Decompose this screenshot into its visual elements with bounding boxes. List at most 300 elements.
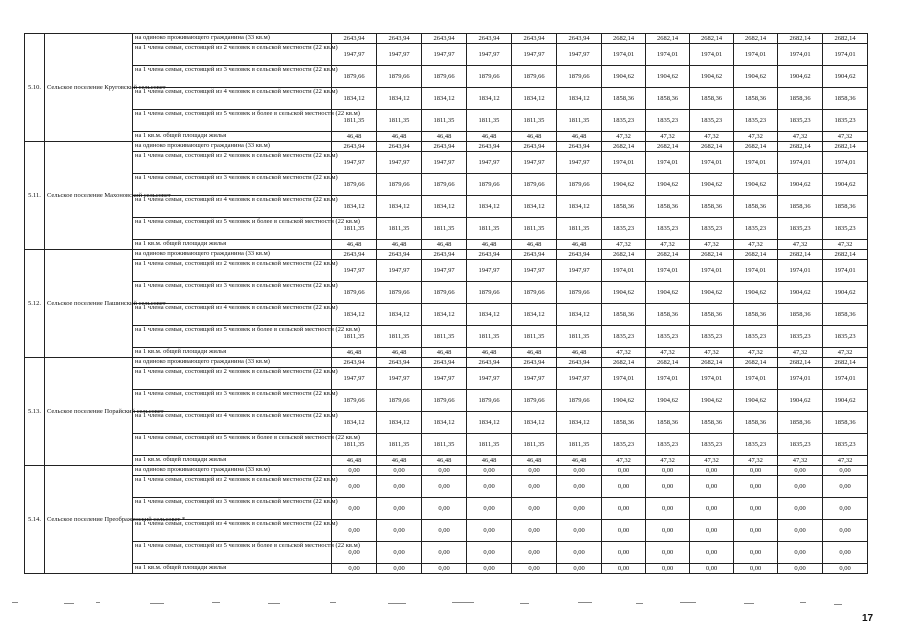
value-cell: 47,32 [690,348,734,358]
value-cell: 2643,94 [377,250,422,260]
table-row [25,88,868,110]
value-cell: 1879,66 [422,174,467,196]
value-cell: 0,00 [690,498,734,520]
value-cell: 1835,23 [646,434,690,456]
value-cell: 0,00 [778,564,823,574]
value-cell: 0,00 [734,476,778,498]
value-cell: 2643,94 [512,250,557,260]
value-cell: 0,00 [646,466,690,476]
value-cell: 1858,36 [602,196,646,218]
value-cell: 1904,62 [690,390,734,412]
category-label: на 1 члена семьи, состоящей из 2 человек в сельской местности (22 кв.м) [133,476,332,498]
value-cell: 0,00 [602,476,646,498]
value-cell: 1811,35 [422,218,467,240]
category-label: на 1 члена семьи, состоящей из 4 человек в сельской местности (22 кв.м) [133,520,332,542]
value-cell: 2682,14 [646,250,690,260]
value-cell: 1947,97 [512,44,557,66]
value-cell: 2643,94 [332,142,377,152]
value-cell: 1879,66 [512,66,557,88]
table-row [25,196,868,218]
value-cell: 0,00 [422,564,467,574]
value-cell: 0,00 [512,520,557,542]
value-cell: 46,48 [377,240,422,250]
value-cell: 1835,23 [823,326,868,348]
value-cell: 1879,66 [332,390,377,412]
value-cell: 1811,35 [557,434,602,456]
table-row [25,304,868,326]
category-label: на 1 кв.м. общей площади жилья [133,348,332,358]
value-cell: 1811,35 [377,326,422,348]
value-cell: 1947,97 [557,44,602,66]
value-cell: 1834,12 [422,304,467,326]
category-label: на 1 члена семьи, состоящей из 5 человек и более в сельской местности (22 кв.м) [133,110,332,132]
value-cell: 1835,23 [690,434,734,456]
value-cell: 1811,35 [332,218,377,240]
settlement-name: Сельское поселение Махоновский сельсовет [45,142,133,250]
value-cell: 1974,01 [778,152,823,174]
value-cell: 1811,35 [332,434,377,456]
category-label: на 1 члена семьи, состоящей из 2 человек в сельской местности (22 кв.м) [133,260,332,282]
value-cell: 1858,36 [823,88,868,110]
value-cell: 2643,94 [332,34,377,44]
category-label: на 1 члена семьи, состоящей из 3 человек в сельской местности (22 кв.м) [133,174,332,196]
value-cell: 1834,12 [467,304,512,326]
value-cell: 1974,01 [602,368,646,390]
value-cell: 1858,36 [690,88,734,110]
value-cell: 1834,12 [467,88,512,110]
value-cell: 2682,14 [778,142,823,152]
value-cell: 0,00 [823,476,868,498]
category-label: на одиноко проживающего гражданина (33 кв.м) [133,142,332,152]
value-cell: 1834,12 [512,196,557,218]
value-cell: 1974,01 [646,260,690,282]
value-cell: 47,32 [823,456,868,466]
value-cell: 1811,35 [422,110,467,132]
value-cell: 0,00 [467,466,512,476]
value-cell: 1974,01 [823,260,868,282]
value-cell: 2643,94 [422,142,467,152]
value-cell: 0,00 [602,564,646,574]
value-cell: 1879,66 [467,390,512,412]
value-cell: 1947,97 [422,368,467,390]
value-cell: 1834,12 [377,412,422,434]
section-code: 5.11. [25,142,45,250]
value-cell: 1858,36 [734,196,778,218]
document-page [24,33,867,574]
value-cell: 1947,97 [557,368,602,390]
value-cell: 0,00 [690,476,734,498]
value-cell: 1811,35 [512,326,557,348]
value-cell: 1879,66 [377,174,422,196]
value-cell: 0,00 [646,564,690,574]
value-cell: 1811,35 [377,218,422,240]
value-cell: 47,32 [690,132,734,142]
value-cell: 2643,94 [512,358,557,368]
value-cell: 1904,62 [646,174,690,196]
value-cell: 1947,97 [467,368,512,390]
value-cell: 0,00 [690,542,734,564]
value-cell: 46,48 [422,240,467,250]
value-cell: 0,00 [332,564,377,574]
table-row [25,218,868,240]
value-cell: 1811,35 [332,110,377,132]
value-cell: 1858,36 [778,304,823,326]
value-cell: 1858,36 [734,88,778,110]
value-cell: 2643,94 [377,34,422,44]
value-cell: 1904,62 [778,66,823,88]
value-cell: 2643,94 [467,34,512,44]
value-cell: 1904,62 [602,174,646,196]
value-cell: 0,00 [332,498,377,520]
value-cell: 46,48 [422,348,467,358]
value-cell: 1947,97 [512,260,557,282]
value-cell: 46,48 [467,456,512,466]
value-cell: 1858,36 [646,304,690,326]
value-cell: 0,00 [422,466,467,476]
value-cell: 1835,23 [823,110,868,132]
table-row [25,542,868,564]
value-cell: 1904,62 [734,390,778,412]
value-cell: 0,00 [646,542,690,564]
settlement-name: Сельское поселение Пашинский сельсовет [45,250,133,358]
value-cell: 0,00 [512,498,557,520]
value-cell: 0,00 [646,498,690,520]
value-cell: 0,00 [557,466,602,476]
table-row [25,456,868,466]
value-cell: 0,00 [823,466,868,476]
value-cell: 1879,66 [332,66,377,88]
value-cell: 1974,01 [690,260,734,282]
table-row [25,412,868,434]
value-cell: 0,00 [467,498,512,520]
value-cell: 2643,94 [332,358,377,368]
value-cell: 1834,12 [332,88,377,110]
value-cell: 0,00 [690,520,734,542]
value-cell: 1858,36 [734,412,778,434]
value-cell: 0,00 [690,564,734,574]
value-cell: 1904,62 [734,66,778,88]
value-cell: 1835,23 [778,218,823,240]
value-cell: 1947,97 [557,260,602,282]
category-label: на одиноко проживающего гражданина (33 кв.м) [133,466,332,476]
value-cell: 1974,01 [646,152,690,174]
value-cell: 1811,35 [467,434,512,456]
value-cell: 1858,36 [778,196,823,218]
value-cell: 1974,01 [823,44,868,66]
value-cell: 47,32 [778,456,823,466]
value-cell: 0,00 [646,476,690,498]
value-cell: 46,48 [422,456,467,466]
section-code: 5.14. [25,466,45,574]
value-cell: 0,00 [823,498,868,520]
value-cell: 1811,35 [512,110,557,132]
value-cell: 46,48 [467,348,512,358]
category-label: на одиноко проживающего гражданина (33 кв.м) [133,250,332,260]
value-cell: 47,32 [734,348,778,358]
value-cell: 0,00 [512,564,557,574]
value-cell: 47,32 [734,132,778,142]
value-cell: 47,32 [823,240,868,250]
table-row [25,250,868,260]
value-cell: 2682,14 [602,34,646,44]
value-cell: 2643,94 [422,34,467,44]
value-cell: 1974,01 [778,260,823,282]
value-cell: 1834,12 [332,412,377,434]
value-cell: 1811,35 [557,218,602,240]
value-cell: 46,48 [512,348,557,358]
value-cell: 0,00 [602,520,646,542]
scan-artifacts [0,600,905,614]
value-cell: 2643,94 [467,142,512,152]
value-cell: 2682,14 [734,250,778,260]
value-cell: 1858,36 [734,304,778,326]
category-label: на 1 члена семьи, состоящей из 3 человек в сельской местности (22 кв.м) [133,282,332,304]
value-cell: 0,00 [467,564,512,574]
value-cell: 1904,62 [734,174,778,196]
value-cell: 1947,97 [557,152,602,174]
value-cell: 1835,23 [823,218,868,240]
category-label: на 1 кв.м. общей площади жилья [133,456,332,466]
value-cell: 1974,01 [602,44,646,66]
value-cell: 2643,94 [467,250,512,260]
value-cell: 1858,36 [690,304,734,326]
value-cell: 46,48 [557,456,602,466]
value-cell: 46,48 [557,240,602,250]
table-row [25,142,868,152]
value-cell: 1879,66 [557,66,602,88]
table-row [25,476,868,498]
value-cell: 0,00 [422,520,467,542]
value-cell: 1835,23 [734,434,778,456]
value-cell: 1904,62 [690,174,734,196]
value-cell: 1879,66 [422,66,467,88]
value-cell: 2643,94 [512,34,557,44]
category-label: на одиноко проживающего гражданина (33 кв.м) [133,358,332,368]
value-cell: 1834,12 [377,196,422,218]
value-cell: 2643,94 [332,250,377,260]
value-cell: 1811,35 [557,110,602,132]
table-row [25,34,868,44]
value-cell: 1947,97 [332,368,377,390]
value-cell: 1811,35 [422,434,467,456]
value-cell: 46,48 [377,132,422,142]
value-cell: 1858,36 [602,304,646,326]
value-cell: 1879,66 [467,174,512,196]
table-row [25,348,868,358]
category-label: на 1 члена семьи, состоящей из 2 человек в сельской местности (22 кв.м) [133,44,332,66]
value-cell: 47,32 [646,132,690,142]
value-cell: 2682,14 [734,34,778,44]
value-cell: 1858,36 [646,88,690,110]
value-cell: 0,00 [734,520,778,542]
value-cell: 1974,01 [646,368,690,390]
value-cell: 0,00 [602,498,646,520]
category-label: на 1 члена семьи, состоящей из 4 человек в сельской местности (22 кв.м) [133,88,332,110]
value-cell: 1811,35 [467,110,512,132]
value-cell: 2643,94 [557,358,602,368]
value-cell: 2682,14 [778,250,823,260]
value-cell: 1835,23 [734,326,778,348]
value-cell: 1835,23 [602,326,646,348]
category-label: на 1 члена семьи, состоящей из 5 человек и более в сельской местности (22 кв.м) [133,326,332,348]
value-cell: 2682,14 [646,142,690,152]
value-cell: 0,00 [512,476,557,498]
settlement-name: Сельское поселение Порайский сельсовет [45,358,133,466]
value-cell: 1904,62 [823,66,868,88]
value-cell: 0,00 [557,498,602,520]
value-cell: 47,32 [778,348,823,358]
value-cell: 2643,94 [377,358,422,368]
value-cell: 1974,01 [778,368,823,390]
value-cell: 1834,12 [557,304,602,326]
value-cell: 0,00 [602,542,646,564]
value-cell: 1974,01 [823,152,868,174]
value-cell: 1835,23 [646,218,690,240]
value-cell: 47,32 [602,132,646,142]
value-cell: 1858,36 [602,88,646,110]
value-cell: 0,00 [512,466,557,476]
value-cell: 1974,01 [602,152,646,174]
value-cell: 47,32 [690,456,734,466]
value-cell: 47,32 [690,240,734,250]
value-cell: 0,00 [422,498,467,520]
value-cell: 0,00 [332,542,377,564]
value-cell: 2682,14 [602,358,646,368]
value-cell: 1834,12 [512,412,557,434]
value-cell: 1879,66 [512,390,557,412]
category-label: на 1 члена семьи, состоящей из 3 человек в сельской местности (22 кв.м) [133,498,332,520]
value-cell: 0,00 [467,476,512,498]
value-cell: 47,32 [734,240,778,250]
table-row [25,358,868,368]
value-cell: 1834,12 [332,196,377,218]
value-cell: 2682,14 [823,358,868,368]
value-cell: 1947,97 [377,368,422,390]
value-cell: 1947,97 [467,152,512,174]
value-cell: 1834,12 [467,196,512,218]
category-label: на 1 члена семьи, состоящей из 5 человек и более в сельской местности (22 кв.м) [133,434,332,456]
value-cell: 1858,36 [823,412,868,434]
value-cell: 1835,23 [778,434,823,456]
table-row [25,132,868,142]
section-code: 5.10. [25,34,45,142]
value-cell: 47,32 [602,456,646,466]
value-cell: 47,32 [823,348,868,358]
value-cell: 1858,36 [646,412,690,434]
value-cell: 1974,01 [690,44,734,66]
value-cell: 1858,36 [778,412,823,434]
value-cell: 1834,12 [422,412,467,434]
value-cell: 1811,35 [377,434,422,456]
value-cell: 1879,66 [557,282,602,304]
value-cell: 46,48 [422,132,467,142]
value-cell: 1947,97 [377,152,422,174]
value-cell: 1834,12 [512,88,557,110]
page-number: 17 [862,613,874,624]
value-cell: 1858,36 [690,196,734,218]
value-cell: 1879,66 [557,390,602,412]
value-cell: 1904,62 [602,390,646,412]
value-cell: 1904,62 [823,174,868,196]
value-cell: 1811,35 [512,218,557,240]
value-cell: 1904,62 [646,66,690,88]
value-cell: 0,00 [557,542,602,564]
value-cell: 1858,36 [823,304,868,326]
settlement-name: Сельское поселение Круговский сельсовет [45,34,133,142]
value-cell: 0,00 [557,564,602,574]
value-cell: 1834,12 [422,196,467,218]
value-cell: 2682,14 [823,34,868,44]
value-cell: 1879,66 [512,174,557,196]
value-cell: 1834,12 [557,196,602,218]
value-cell: 1858,36 [602,412,646,434]
category-label: на 1 члена семьи, состоящей из 4 человек в сельской местности (22 кв.м) [133,196,332,218]
value-cell: 1947,97 [377,260,422,282]
value-cell: 0,00 [557,476,602,498]
value-cell: 1947,97 [377,44,422,66]
category-label: на 1 члена семьи, состоящей из 4 человек в сельской местности (22 кв.м) [133,412,332,434]
value-cell: 1811,35 [467,218,512,240]
tariff-table [24,33,868,574]
value-cell: 0,00 [734,498,778,520]
value-cell: 1879,66 [512,282,557,304]
value-cell: 0,00 [778,520,823,542]
value-cell: 2682,14 [690,34,734,44]
value-cell: 1835,23 [690,110,734,132]
value-cell: 1834,12 [332,304,377,326]
value-cell: 1904,62 [602,282,646,304]
value-cell: 0,00 [778,476,823,498]
value-cell: 1947,97 [467,260,512,282]
section-code: 5.13. [25,358,45,466]
value-cell: 2682,14 [734,358,778,368]
value-cell: 1947,97 [422,152,467,174]
value-cell: 2682,14 [602,142,646,152]
value-cell: 2643,94 [557,142,602,152]
value-cell: 1835,23 [602,434,646,456]
value-cell: 0,00 [778,466,823,476]
value-cell: 1974,01 [734,152,778,174]
value-cell: 0,00 [377,498,422,520]
category-label: на 1 члена семьи, состоящей из 5 человек и более в сельской местности (22 кв.м) [133,542,332,564]
value-cell: 46,48 [467,240,512,250]
value-cell: 1835,23 [690,218,734,240]
value-cell: 2643,94 [512,142,557,152]
value-cell: 1835,23 [602,218,646,240]
value-cell: 0,00 [332,466,377,476]
value-cell: 1834,12 [422,88,467,110]
value-cell: 47,32 [646,240,690,250]
value-cell: 0,00 [467,542,512,564]
value-cell: 1947,97 [512,368,557,390]
value-cell: 0,00 [512,542,557,564]
value-cell: 1904,62 [734,282,778,304]
value-cell: 2682,14 [646,358,690,368]
table-row [25,326,868,348]
value-cell: 1835,23 [734,218,778,240]
table-row [25,368,868,390]
value-cell: 1904,62 [778,390,823,412]
value-cell: 1904,62 [823,282,868,304]
value-cell: 1904,62 [823,390,868,412]
value-cell: 1974,01 [734,44,778,66]
table-row [25,152,868,174]
category-label: на 1 члена семьи, состоящей из 5 человек и более в сельской местности (22 кв.м) [133,218,332,240]
value-cell: 2643,94 [377,142,422,152]
value-cell: 2682,14 [823,250,868,260]
value-cell: 0,00 [557,520,602,542]
value-cell: 46,48 [332,240,377,250]
